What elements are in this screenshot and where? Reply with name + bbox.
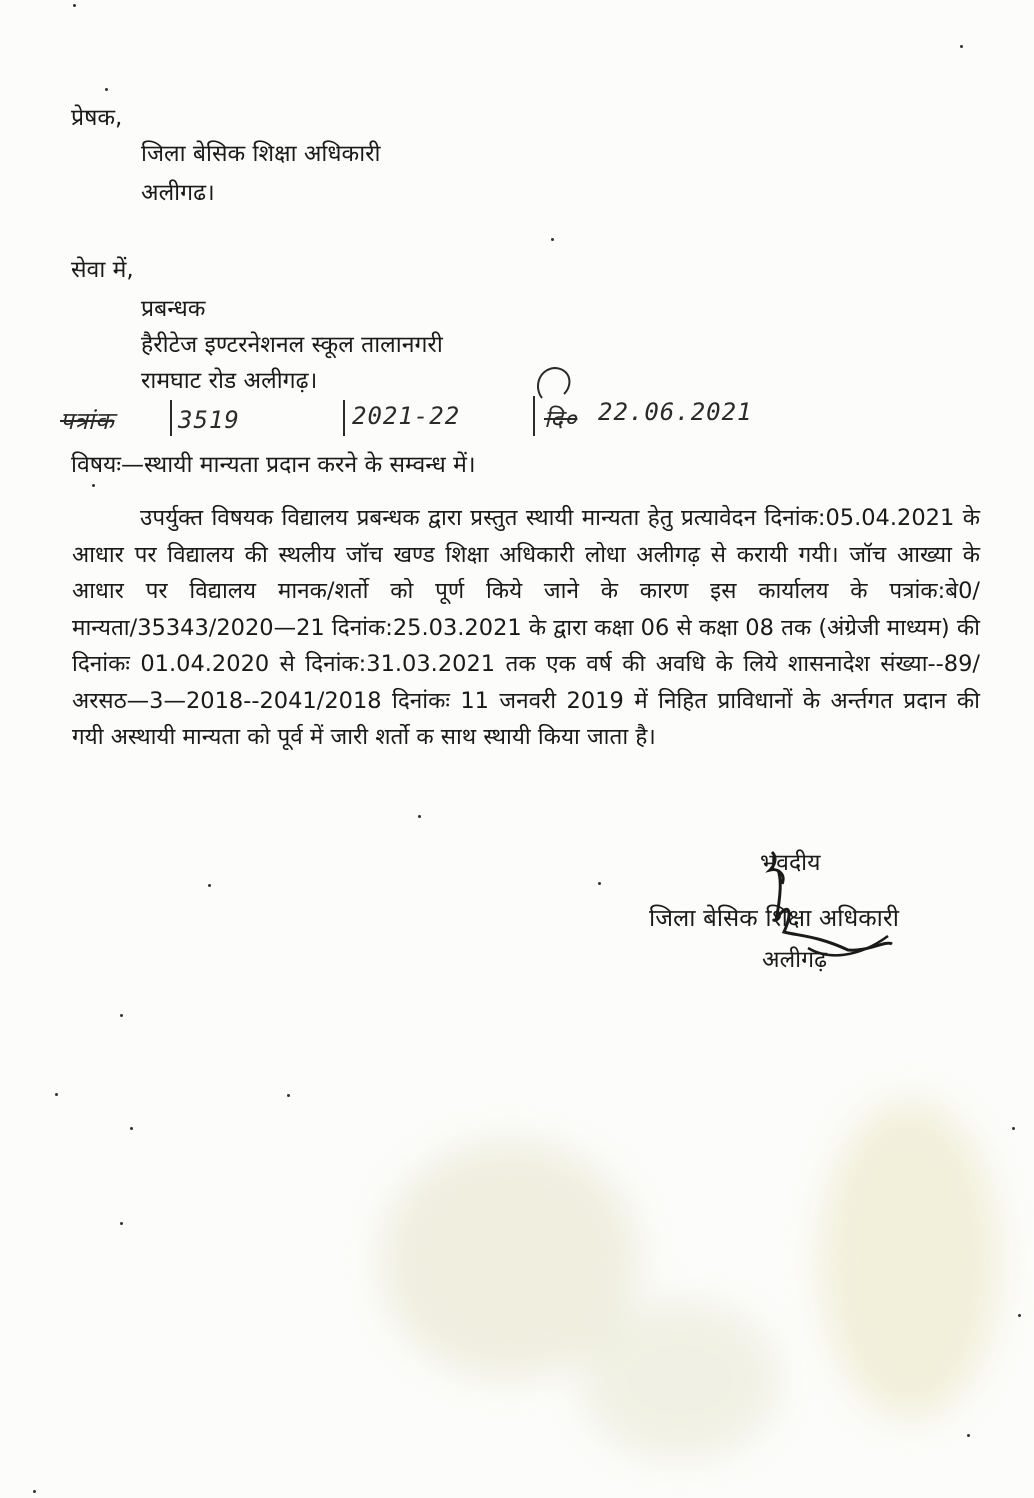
handwritten-date: 22.06.2021 xyxy=(598,398,753,426)
scan-speck xyxy=(1018,1314,1021,1317)
subject-line: विषयः—स्थायी मान्यता प्रदान करने के सम्वन्ध में। xyxy=(71,452,476,478)
recipient-address: रामघाट रोड अलीगढ़। xyxy=(141,368,318,394)
scan-speck xyxy=(105,88,108,91)
scan-speck xyxy=(960,45,963,48)
scan-speck xyxy=(73,4,76,7)
signature-mark xyxy=(748,840,898,980)
handwritten-patrank-number: 3519 xyxy=(178,406,240,434)
scan-speck xyxy=(551,238,554,241)
scan-speck xyxy=(1012,1127,1015,1130)
scan-speck xyxy=(418,815,421,818)
handwritten-divider xyxy=(343,400,345,436)
handwritten-session: 2021-22 xyxy=(352,402,461,430)
handwritten-date-label: दि० xyxy=(544,405,578,433)
letter-body-text: उपर्युक्त विषयक विद्यालय प्रबन्धक द्वारा प्रस्तुत स्थायी मान्यता हेतु प्रत्यावेदन दिनांक:05.04.2021 के आधार पर विद्यालय की स्थलीय जॉच खण्ड शिक्षा अधिकारी लोधा अलीगढ़ से करायी गयी। जॉच आख्या के आधार पर विद्यालय मानक/शर्तो को पूर्ण किये जाने के कारण इस कार्यालय के पत्रांक:बे0/मान्यता/35343/2020—21 दिनांक:25.03.2021 के द्वारा कक्षा 06 से कक्षा 08 तक (अंग्रेजी माध्यम) की दिनांकः 01.04.2020 से दिनांक:31.03.2021 तक एक वर्ष की अवधि के लिये शासनादेश संख्या--89/अरसठ—3—2018--2041/2018 दिनांकः 11 जनवरी 2019 में निहित प्राविधानों के अर्न्तगत प्रदान की गयी अस्थायी मान्यता को पूर्व में जारी शर्तो क साथ स्थायी किया जाता है। xyxy=(72,505,980,750)
recipient-school: हैरीटेज इण्टरनेशनल स्कूल तालानगरी xyxy=(141,332,443,358)
sender-title: जिला बेसिक शिक्षा अधिकारी xyxy=(141,141,381,167)
scan-speck xyxy=(287,1094,290,1097)
scan-speck xyxy=(130,1127,133,1130)
sender-label: प्रेषक, xyxy=(71,105,123,131)
scan-speck xyxy=(120,1014,123,1017)
handwritten-divider xyxy=(170,400,172,436)
scan-stain xyxy=(580,1300,780,1460)
letter-body xyxy=(72,500,980,756)
scan-speck xyxy=(120,1222,123,1225)
sender-city: अलीगढ। xyxy=(141,180,215,206)
closing-title: जिला बेसिक शिक्षा अधिकारी xyxy=(649,904,899,932)
scan-speck xyxy=(55,1093,58,1096)
scan-speck xyxy=(598,882,601,885)
handwritten-loop-mark xyxy=(530,364,580,404)
scan-stain xyxy=(820,1100,1000,1420)
recipient-label: सेवा में, xyxy=(71,257,134,283)
scan-speck xyxy=(208,884,211,887)
closing-city: अलीगढ़ xyxy=(762,947,828,973)
scan-speck xyxy=(33,1490,36,1493)
scan-speck xyxy=(967,1434,970,1437)
recipient-title: प्रबन्धक xyxy=(141,296,206,322)
handwritten-patrank-label: पत्रांक xyxy=(60,407,115,435)
scan-speck xyxy=(92,484,95,487)
closing-salutation: भवदीय xyxy=(760,850,821,876)
